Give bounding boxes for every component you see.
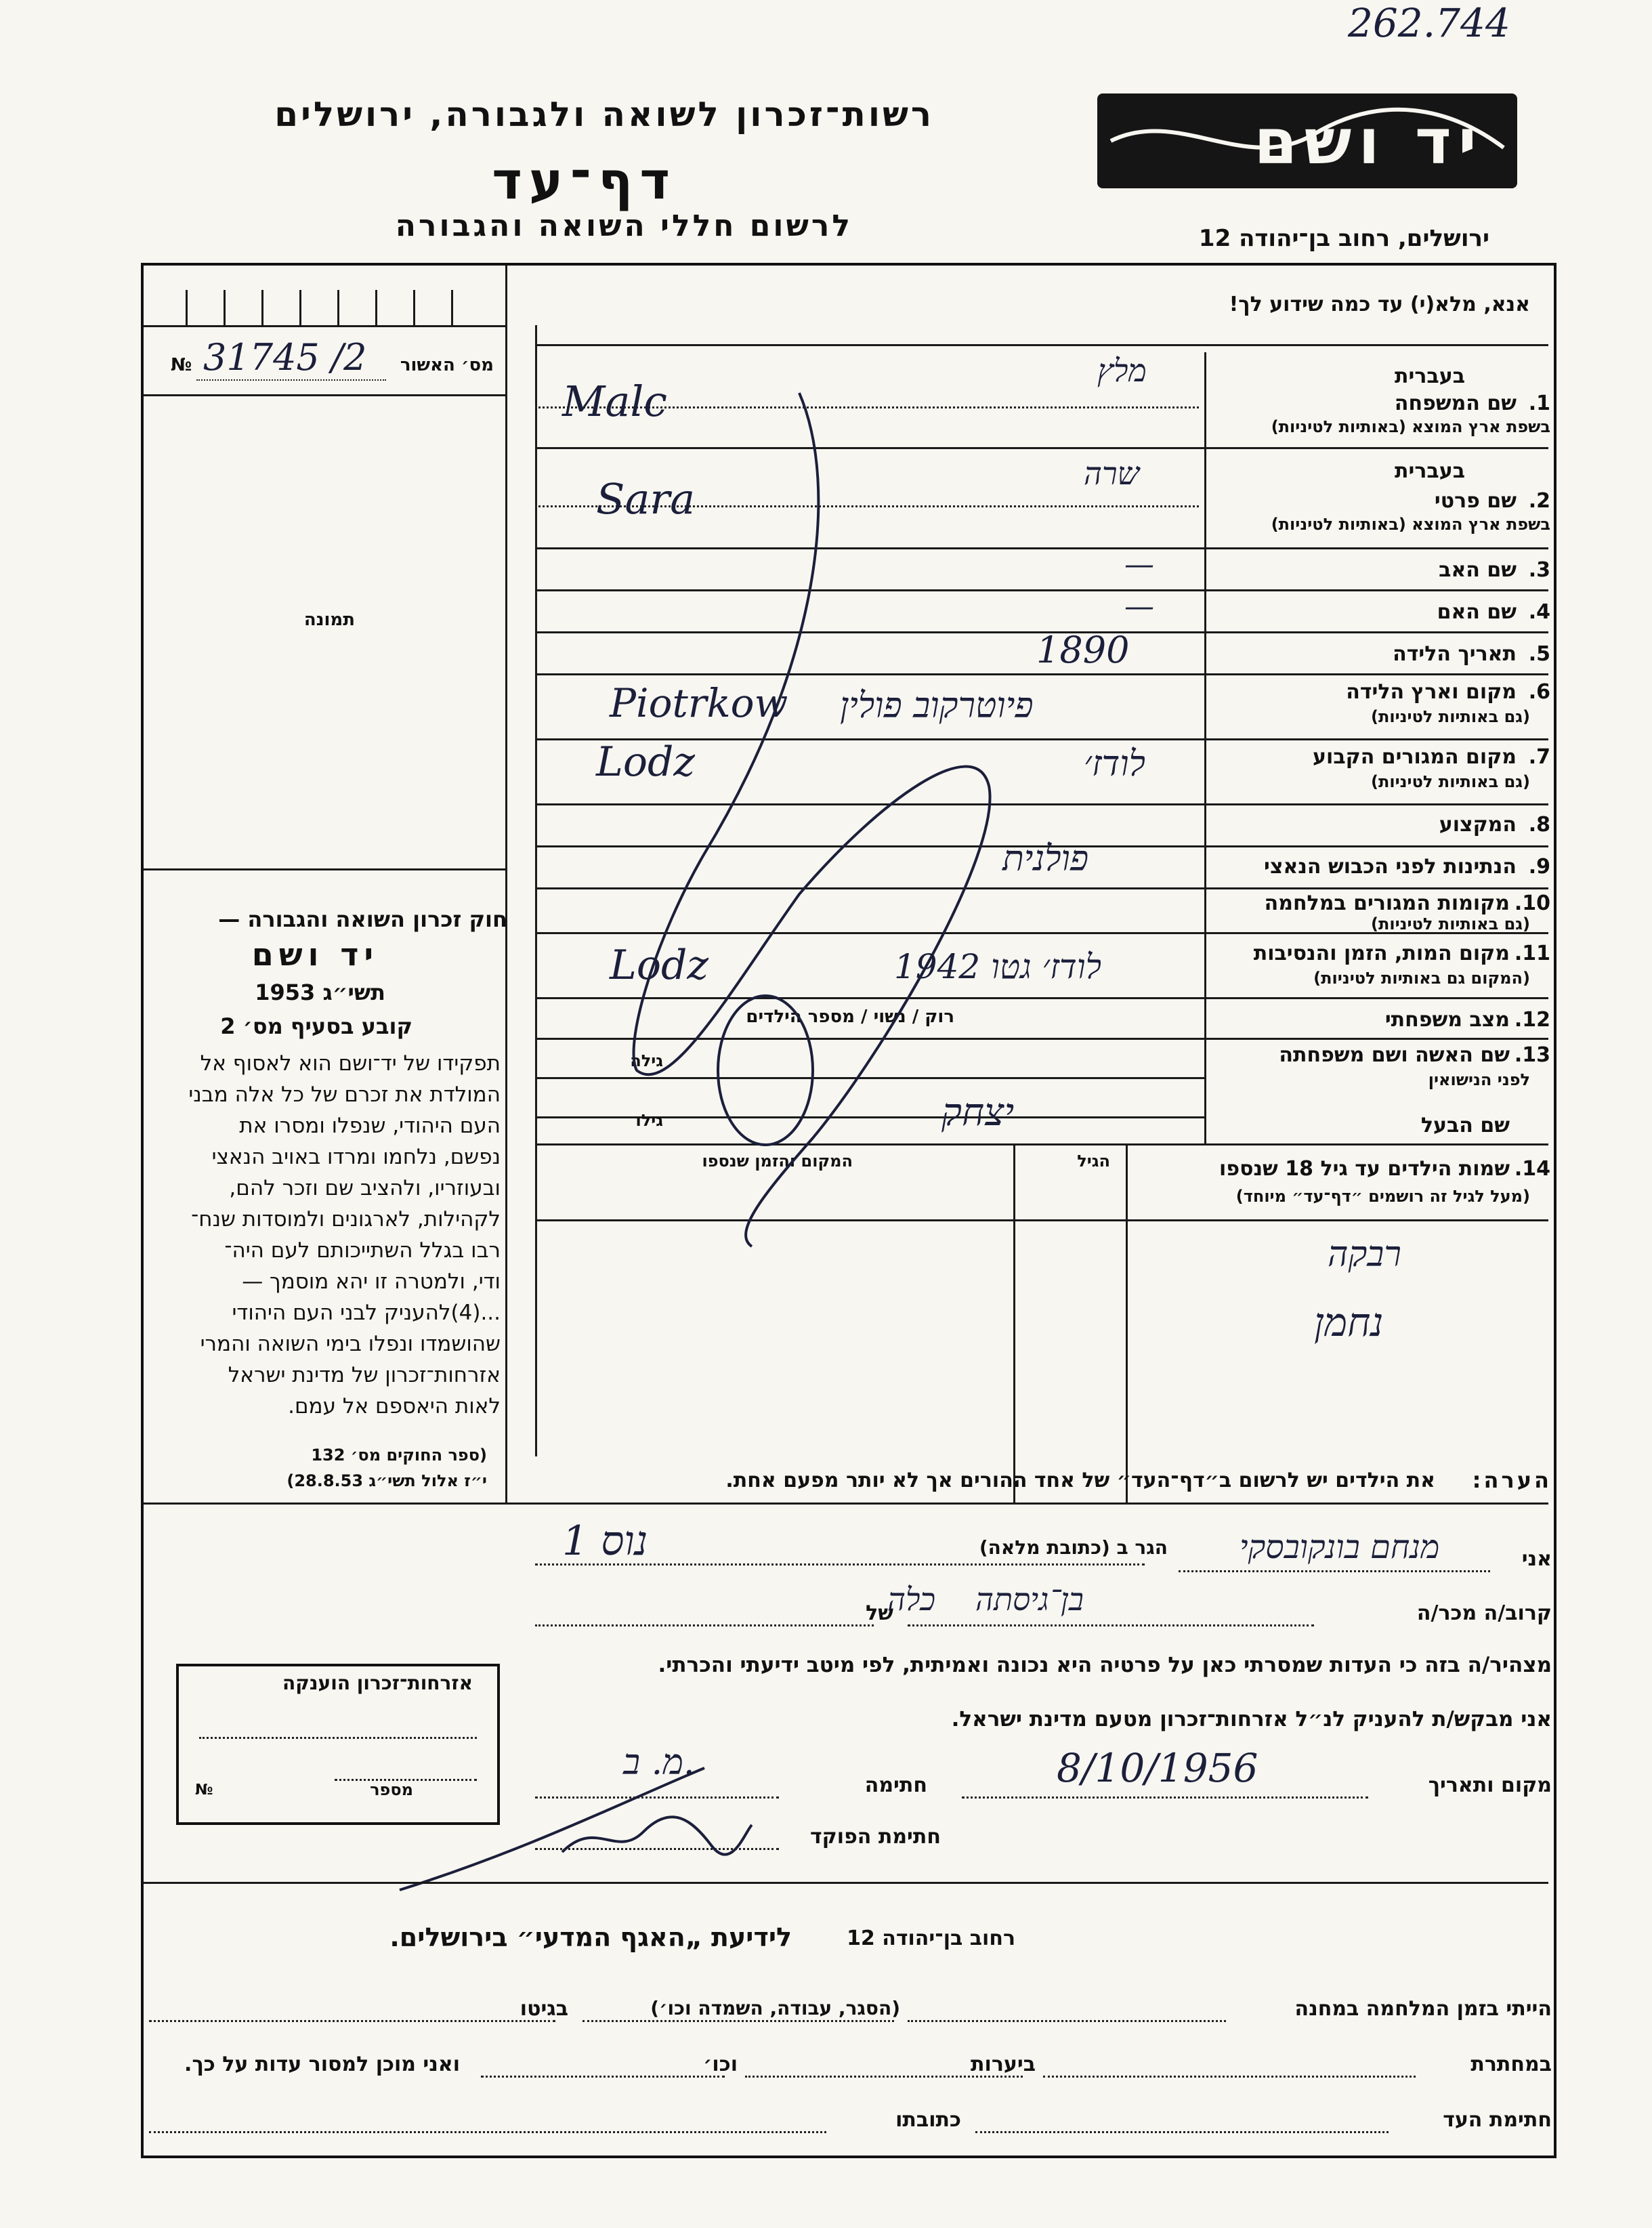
field-10-sub: (גם באותיות לטיניות) (1371, 915, 1530, 933)
footer-witness-address-label: כתובתו (895, 2108, 961, 2132)
resident-label: הגר ב (כתובת מלאה) (979, 1536, 1168, 1559)
field-11-heb-value[interactable]: לודז׳ גטו 1942 (894, 947, 1102, 986)
footer-underground-label: במחתרת (1470, 2053, 1552, 2076)
field-6-label: מקום וארץ הלידה (1346, 680, 1517, 704)
declarant-name[interactable]: מנחם בונקובסקי (1240, 1528, 1440, 1566)
archive-number: 262.744 (1348, 0, 1510, 46)
field-10-label: מקומות המגורים במלחמה (1264, 891, 1510, 915)
children-label: שמות הילדים עד גיל 18 שנספו (1219, 1157, 1510, 1181)
field-8-number: 8. (1528, 813, 1550, 837)
law-clause: קובע בסעיף מס׳ 2 (220, 1013, 412, 1039)
law-body-line: ודי, ולמטרה זו יהא מוסמך — (242, 1269, 501, 1294)
registration-label: מס׳ האשור (400, 355, 494, 375)
field-1-latin-value[interactable]: Malc (562, 377, 667, 426)
field-11-latin-value[interactable]: Lodz (610, 942, 708, 989)
field-12-number: 12. (1514, 1008, 1550, 1032)
law-body-line: ובעוזריו, ולהציב שם וזכר להם, (229, 1176, 501, 1200)
citizenship-no-mark: № (195, 1782, 213, 1799)
footer-forests-label: ביערות (971, 2053, 1036, 2076)
field-1-sub: בשפת ארץ המוצא (באותיות לטיניות) (1271, 417, 1550, 436)
field-7-heb-value[interactable]: לודז׳ (1084, 744, 1145, 784)
field-2-number: 2. (1528, 489, 1550, 513)
official-signature-label: חתימת הפוקד (810, 1825, 941, 1849)
children-col-age: הגיל (1077, 1152, 1110, 1171)
field-3-number: 3. (1528, 558, 1550, 582)
law-body-line: אזרחות־זכרון של מדינת ישראל (228, 1363, 501, 1387)
fill-prompt: אנא, מלא(י) עד כמה שידוע לך! (1229, 293, 1530, 316)
cross-out-scribble-icon (596, 379, 1111, 1274)
declaration-request: אני מבקש/ת להעניק לנ״ל אזרחות־זכרון מטעם מדינת ישראל. (951, 1707, 1552, 1731)
children-col-place: המקום והזמן שנספו (702, 1152, 853, 1171)
registration-value[interactable]: 31745 /2 (203, 336, 367, 379)
address: ירושלים, רחוב בן־יהודה 12 (1198, 225, 1489, 252)
field-11-label: מקום המות, הזמן והנסיבות (1253, 942, 1510, 965)
field-9-value[interactable]: פולנית (1002, 839, 1089, 879)
child-name[interactable]: רבקה (1328, 1234, 1401, 1275)
child-name[interactable]: נחמן (1314, 1299, 1384, 1345)
logo-text: יד ושם (1254, 106, 1483, 178)
law-source: (ספר החוקים מס׳ 132 (311, 1446, 487, 1465)
field-12-options: רוק / נשוי / מספר הילדים (746, 1007, 954, 1027)
field-1-heb-value[interactable]: מלץ (1097, 352, 1147, 389)
field-husband-label: שם הבעל (1420, 1114, 1510, 1137)
field-6-latin-value[interactable]: Piotrkow (610, 680, 788, 726)
law-body-line: ...(4)להעניק לבני העם היהודי (232, 1301, 501, 1325)
place-date-label: מקום ותאריך (1428, 1773, 1552, 1797)
field-12-label: מצב משפחתי (1384, 1008, 1510, 1032)
authority-title: רשות־זכרון לשואה ולגבורה, ירושלים (274, 95, 934, 134)
children-sub: (מעל לגיל זה רושמים ״דף־עד״ מיוחד) (1235, 1187, 1530, 1206)
field-1-label: שם המשפחה (1394, 392, 1517, 415)
of-value[interactable]: כלה (887, 1581, 935, 1618)
field-9-label: הנתינות לפני הכבוש הנאצי (1264, 855, 1517, 879)
citizenship-box-title: אזרחות־זכרון הוענקה (282, 1672, 473, 1694)
field-3-label: שם האב (1439, 558, 1517, 582)
field-11-sub: (המקום גם באותיות לטיניות) (1313, 969, 1530, 988)
field-11-number: 11. (1514, 942, 1550, 965)
law-body-line: העם היהודי, שנפלו ומסרו את (239, 1114, 501, 1138)
note-text: את הילדים יש לרשום ב״דף־העד״ של אחד ההורים אך לא יותר מפעם אחת. (725, 1469, 1435, 1492)
note-label: הערה: (1472, 1467, 1552, 1493)
registration-no-mark: № (171, 355, 192, 375)
law-body-line: לקהילות, לארגונים ולמוסדות שנח־ (191, 1207, 501, 1232)
footer-camp-types: (הסגר, עבודה, השמדה וכו׳) (650, 1997, 900, 2019)
relation-label: קרוב/ה מכר/ה (1416, 1601, 1552, 1625)
field-5-number: 5. (1528, 642, 1550, 666)
field-13-sub: לפני הנישואין (1428, 1070, 1530, 1089)
field-1-heb-label: בעברית (1395, 364, 1465, 388)
declarant-i-label: אני (1521, 1547, 1552, 1571)
field-6-heb-value[interactable]: פיוטרקוב פולין (840, 686, 1034, 726)
law-body-line: רבו בגלל השתייכותם לעם היה־ (224, 1238, 501, 1263)
footer-willing-label: ואני מוכן למסור עדות על כך. (184, 2053, 460, 2076)
footer-address: רחוב בן־יהודה 12 (847, 1927, 1015, 1950)
law-body-line: תפקידו של יד־ושם הוא לאסוף אל (200, 1051, 501, 1076)
field-2-sub: בשפת ארץ המוצא (באותיות לטיניות) (1271, 515, 1550, 534)
footer-camp-label: הייתי בזמן המלחמה במחנה (1294, 1997, 1552, 2021)
law-body-line: לאות היאספם אל עמם. (288, 1394, 501, 1418)
signature-label: חתימה (864, 1773, 927, 1797)
field-8-label: המקצוע (1439, 813, 1517, 837)
field-5-value[interactable]: 1890 (1036, 629, 1130, 671)
field-2-heb-value[interactable]: שרה (1084, 455, 1140, 492)
field-2-heb-label: בעברית (1395, 459, 1465, 483)
field-5-label: תאריך הלידה (1393, 642, 1517, 666)
footer-ghetto-label: בגיטו (520, 1997, 568, 2021)
field-1-number: 1. (1528, 392, 1550, 415)
field-3-value[interactable]: — (1124, 547, 1154, 582)
footer-etc-label: וכו׳ (703, 2053, 738, 2076)
field-10-number: 10. (1514, 891, 1550, 915)
photo-label: תמונה (303, 610, 355, 630)
field-9-number: 9. (1528, 855, 1550, 879)
yad-vashem-logo (1097, 93, 1517, 188)
relation-value[interactable]: בן־גיסתה (975, 1581, 1084, 1618)
law-name: יד ושם (251, 936, 379, 973)
declarant-signature[interactable]: מ. ב. (623, 1742, 695, 1783)
law-body-line: שהושמדו ונפלו בימי השואה והמרי (200, 1332, 501, 1356)
field-13-age-husband: גילו (635, 1111, 663, 1130)
field-4-value[interactable]: — (1124, 589, 1154, 624)
field-7-number: 7. (1528, 745, 1550, 769)
field-4-label: שם האם (1437, 600, 1517, 624)
form-title: דף־עד (492, 150, 677, 211)
field-husband-value[interactable]: יצחק (941, 1091, 1015, 1135)
footer-heading: לידיעת „האגף המדעי״ בירושלים. (389, 1922, 792, 1952)
footer-witness-signature-label: חתימת העד (1443, 2108, 1552, 2132)
field-13-number: 13. (1514, 1043, 1550, 1067)
field-4-number: 4. (1528, 600, 1550, 624)
field-13-label: שם האשה ושם משפחתה (1279, 1043, 1510, 1067)
field-13-age-wife: גילה (630, 1051, 663, 1070)
field-6-sub: (גם באותיות לטיניות) (1371, 707, 1530, 726)
law-heading: חוק זכרון השואה והגבורה — (218, 906, 507, 932)
field-2-label: שם פרטי (1434, 489, 1517, 513)
citizenship-box (176, 1664, 500, 1825)
citizenship-number-label: מספר (370, 1780, 413, 1799)
law-body-line: נפשם, נלחמו ומרדו באויב הנאצי (211, 1145, 501, 1169)
law-source: י״ז אלול תשי״ג 28.8.53) (287, 1471, 487, 1490)
law-year: תשי״ג 1953 (255, 980, 385, 1005)
declarant-address[interactable]: 1 נוס (562, 1517, 648, 1565)
field-7-latin-value[interactable]: Lodz (596, 738, 695, 786)
law-body-line: המולדת את זכרם של כל אלה מבני (188, 1083, 501, 1107)
field-7-sub: (גם באותיות לטיניות) (1371, 772, 1530, 791)
field-7-label: מקום המגורים הקבוע (1313, 745, 1517, 769)
of-label: של (866, 1601, 893, 1625)
children-number: 14. (1514, 1157, 1550, 1181)
declaration-statement: מצהיר/ה בזה כי העדות שמסרתי כאן על פרטיה היא נכונה ואמיתית, לפי מיטב ידיעתי והכרתי. (658, 1653, 1552, 1677)
field-6-number: 6. (1528, 680, 1550, 704)
field-2-latin-value[interactable]: Sara (596, 474, 696, 524)
declaration-date[interactable]: 8/10/1956 (1057, 1745, 1258, 1791)
form-subtitle: לרשום חללי השואה והגבורה (395, 209, 853, 243)
